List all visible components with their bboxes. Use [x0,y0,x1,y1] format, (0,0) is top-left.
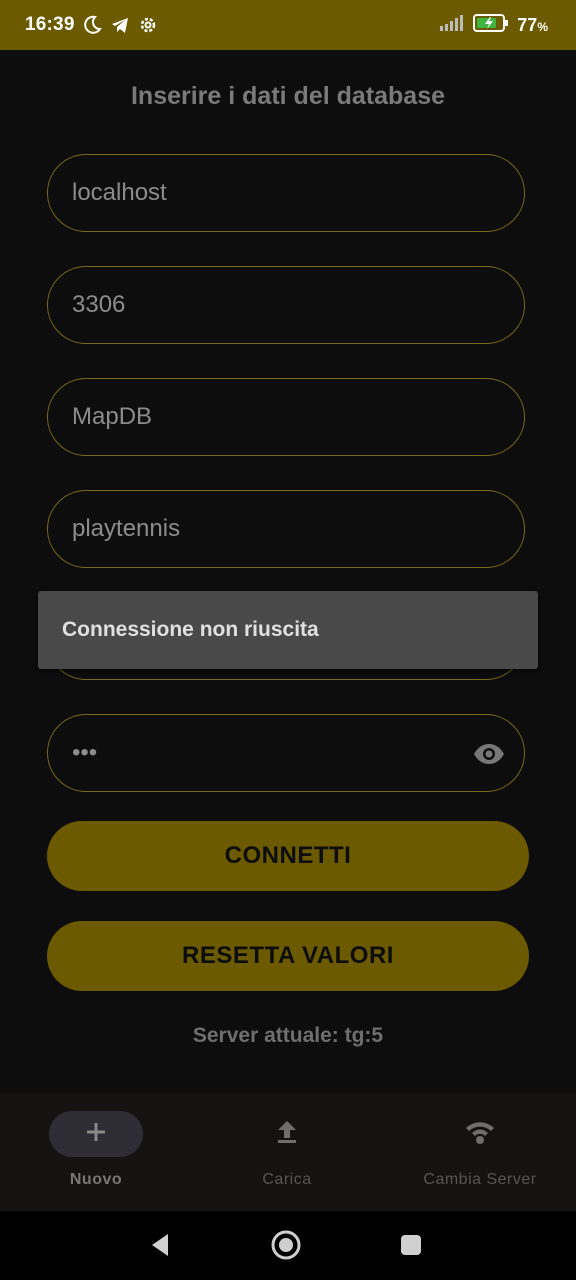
plus-icon [84,1120,108,1149]
wifi-icon [465,1119,495,1150]
eye-icon[interactable] [472,737,506,771]
status-left [25,0,159,50]
host-field[interactable] [47,154,525,232]
battery-charging-icon [473,13,509,38]
nav-pill[interactable] [240,1111,334,1157]
port-input[interactable] [70,290,454,320]
status-time: 16:39 [25,14,75,35]
password-input[interactable] [70,738,454,768]
nav-pill-active[interactable] [49,1111,143,1157]
nav-item-cambia-server[interactable] [400,1093,560,1211]
error-toast [38,591,538,669]
database-field[interactable] [47,378,525,456]
home-icon[interactable] [269,1228,303,1262]
database-input[interactable] [70,402,454,432]
toast-message: Connessione non riuscita [62,618,319,641]
signal-icon [439,14,465,37]
nav-pill[interactable] [433,1111,527,1157]
bottom-nav [0,1093,576,1211]
telegram-icon [109,14,131,36]
password-field[interactable] [47,714,525,792]
port-field[interactable] [47,266,525,344]
nav-label-carica: Carica [262,1171,312,1188]
nav-item-nuovo[interactable] [49,1093,143,1211]
nav-label-cambia-server: Cambia Server [423,1171,537,1188]
table-input[interactable] [70,514,454,544]
battery-percent: 77% [517,14,548,35]
settings-gear-icon [137,14,159,36]
moon-icon [81,14,103,36]
recents-icon[interactable] [394,1228,428,1262]
nav-item-carica[interactable] [240,1093,334,1211]
page-title: Inserire i dati del database [130,82,445,110]
host-input[interactable] [70,178,454,208]
table-field[interactable] [47,490,525,568]
status-bar [0,0,576,50]
system-nav-bar [0,1211,576,1280]
connect-button[interactable]: CONNETTI [47,821,529,891]
back-icon[interactable] [143,1228,177,1262]
reset-button[interactable]: RESETTA VALORI [47,921,529,991]
upload-icon [275,1119,299,1150]
status-right [439,0,548,50]
nav-label-nuovo: Nuovo [69,1171,123,1188]
server-info: Server attuale: tg:5 [192,1024,384,1047]
